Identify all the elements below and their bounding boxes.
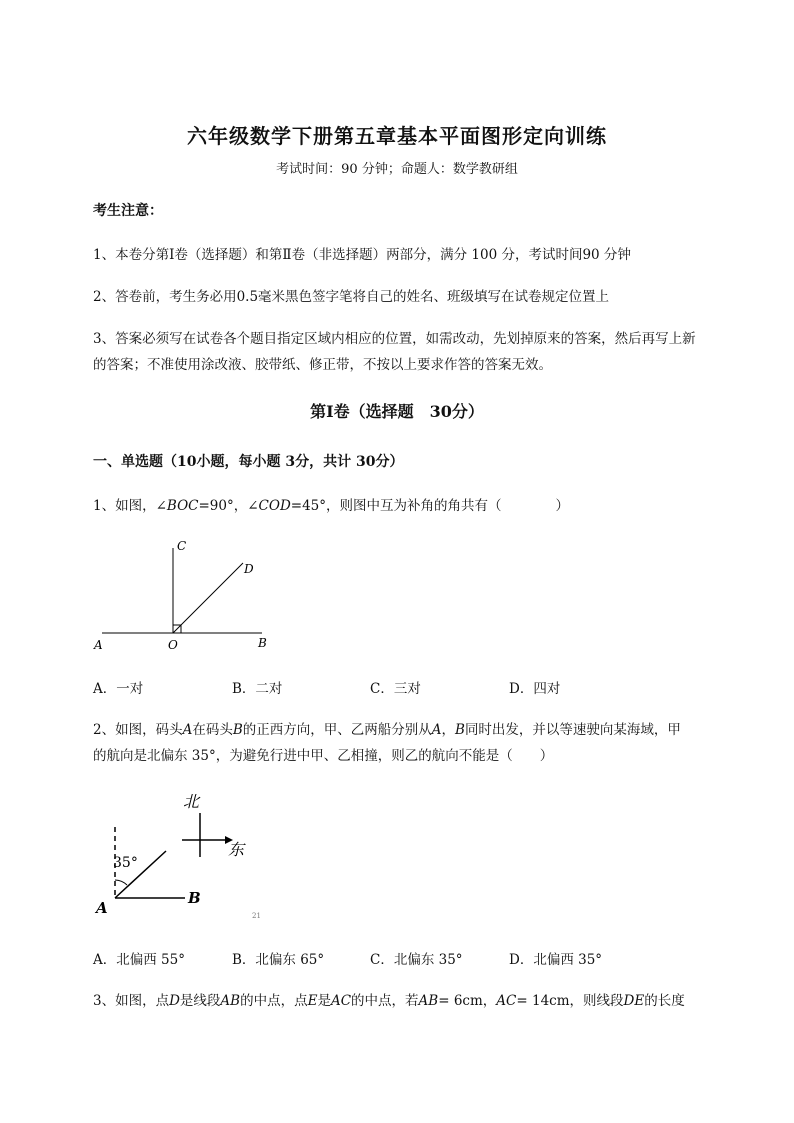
question-1-stem: 1、如图，∠BOC=90°，∠COD=45°，则图中互为补角的角共有（ ）	[93, 498, 570, 514]
east-label: 东	[228, 840, 245, 859]
section-title: 第Ⅰ卷（选择题 30分）	[310, 402, 484, 421]
part-title: 一、单选题（10小题，每小题 3分，共计 30分）	[93, 454, 404, 470]
label-o: O	[168, 638, 178, 652]
corner-mark: 21	[252, 912, 261, 920]
notice-heading: 考生注意：	[93, 203, 163, 219]
exam-info: 考试时间：90 分钟；命题人：数学教研组	[276, 162, 518, 177]
angle-arc	[115, 880, 127, 885]
label-a: A	[94, 638, 103, 652]
question-2-stem-line1: 2、如图，码头A在码头B的正西方向，甲、乙两船分别从A，B同时出发，并以等速驶向某海域，甲	[93, 722, 681, 738]
q2-option-b: B．北偏东 65°	[232, 952, 325, 968]
q1-option-d: D．四对	[509, 681, 561, 697]
q2-option-d: D．北偏西 35°	[509, 952, 603, 968]
notice-item-3: 3、答案必须写在试卷各个题目指定区域内相应的位置，如需改动，先划掉原来的答案，然后再写上新	[93, 331, 696, 347]
angle-label: 35°	[113, 855, 138, 871]
question-1-figure	[85, 530, 285, 655]
q2-option-a: A．北偏西 55°	[93, 952, 185, 968]
q1-option-c: C．三对	[370, 681, 421, 697]
label-a: A	[96, 899, 108, 917]
notice-item-1: 1、本卷分第Ⅰ卷（选择题）和第Ⅱ卷（非选择题）两部分，满分 100 分，考试时间90 分钟	[93, 247, 631, 263]
label-d: D	[244, 562, 254, 576]
ray-od	[173, 563, 243, 633]
label-b: B	[258, 636, 267, 650]
question-2-stem-line2: 的航向是北偏东 35°，为避免行进中甲、乙相撞，则乙的航向不能是（ ）	[93, 748, 554, 764]
question-2-figure	[90, 785, 270, 925]
label-b: B	[188, 889, 201, 907]
north-label: 北	[183, 792, 200, 811]
q2-option-c: C．北偏东 35°	[370, 952, 463, 968]
notice-item-3-cont: 的答案；不准使用涂改液、胶带纸、修正带，不按以上要求作答的答案无效。	[93, 357, 552, 373]
notice-item-2: 2、答卷前，考生务必用0.5毫米黑色签字笔将自己的姓名、班级填写在试卷规定位置上	[93, 289, 610, 305]
q1-option-a: A．一对	[93, 681, 144, 697]
question-3-stem: 3、如图，点D是线段AB的中点，点E是AC的中点，若AB= 6cm，AC= 14cm，则线段DE的长度	[93, 993, 685, 1009]
page-title: 六年级数学下册第五章基本平面图形定向训练	[187, 124, 607, 148]
label-c: C	[177, 539, 187, 553]
q1-option-b: B．二对	[232, 681, 283, 697]
